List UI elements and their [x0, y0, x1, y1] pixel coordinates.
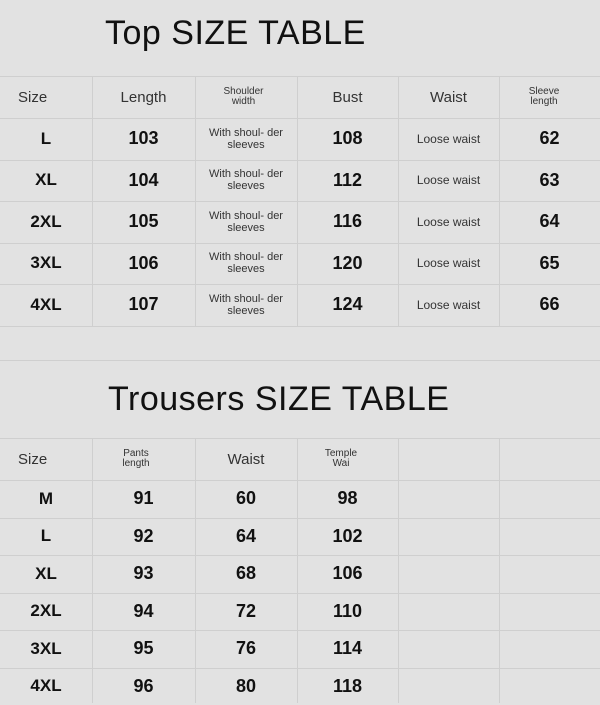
trousers-row-length: 91	[92, 480, 195, 518]
table-column-divider	[195, 76, 196, 326]
table-column-divider	[499, 438, 500, 703]
top-row-shoulder: With shoul- der sleeves	[195, 201, 297, 243]
top-row-length: 105	[92, 201, 195, 243]
top-row-length: 103	[92, 118, 195, 160]
trousers-header-0: Size	[0, 438, 92, 480]
trousers-header-1: Pants length	[92, 438, 152, 480]
top-row-sleeve: 63	[499, 160, 600, 202]
top-row-size: 4XL	[0, 284, 92, 326]
trousers-row-size: M	[0, 480, 92, 518]
table-column-divider	[398, 438, 399, 703]
top-row-shoulder: With shoul- der sleeves	[195, 243, 297, 285]
top-row-length: 107	[92, 284, 195, 326]
trousers-row-size: 2XL	[0, 593, 92, 631]
top-row-length: 106	[92, 243, 195, 285]
trousers-row-temple: 114	[297, 630, 398, 668]
top-header-5: Sleeve length	[499, 76, 559, 118]
top-row-bust: 108	[297, 118, 398, 160]
top-row-waist: Loose waist	[398, 160, 499, 202]
trousers-row-waist: 72	[195, 593, 297, 631]
table-column-divider	[499, 76, 500, 326]
top-row-waist: Loose waist	[398, 118, 499, 160]
top-row-shoulder: With shoul- der sleeves	[195, 160, 297, 202]
trousers-row-length: 96	[92, 668, 195, 705]
trousers-row-length: 93	[92, 555, 195, 593]
table-column-divider	[297, 438, 298, 703]
top-row-sleeve: 64	[499, 201, 600, 243]
trousers-row-waist: 76	[195, 630, 297, 668]
table-column-divider	[398, 76, 399, 326]
table-row-divider	[0, 438, 600, 439]
table-column-divider	[92, 438, 93, 703]
trousers-row-temple: 98	[297, 480, 398, 518]
trousers-row-temple: 118	[297, 668, 398, 705]
top-row-bust: 120	[297, 243, 398, 285]
trousers-row-length: 92	[92, 518, 195, 556]
trousers-size-table-title: Trousers SIZE TABLE	[108, 380, 449, 419]
top-header-0: Size	[0, 76, 92, 118]
trousers-header-3: Temple Wai	[297, 438, 357, 480]
top-row-waist: Loose waist	[398, 284, 499, 326]
top-row-size: 3XL	[0, 243, 92, 285]
trousers-row-temple: 106	[297, 555, 398, 593]
trousers-row-size: L	[0, 518, 92, 556]
table-column-divider	[297, 76, 298, 326]
trousers-header-2: Waist	[195, 438, 297, 480]
top-header-2: Shoulder width	[195, 76, 265, 118]
trousers-row-waist: 60	[195, 480, 297, 518]
trousers-row-temple: 110	[297, 593, 398, 631]
top-row-waist: Loose waist	[398, 201, 499, 243]
top-size-table-title: Top SIZE TABLE	[105, 14, 366, 53]
top-row-size: XL	[0, 160, 92, 202]
top-row-waist: Loose waist	[398, 243, 499, 285]
trousers-row-length: 95	[92, 630, 195, 668]
table-column-divider	[92, 76, 93, 326]
top-row-shoulder: With shoul- der sleeves	[195, 284, 297, 326]
trousers-row-waist: 64	[195, 518, 297, 556]
top-row-sleeve: 65	[499, 243, 600, 285]
table-row-divider	[0, 360, 600, 361]
top-row-sleeve: 66	[499, 284, 600, 326]
top-row-shoulder: With shoul- der sleeves	[195, 118, 297, 160]
top-row-length: 104	[92, 160, 195, 202]
trousers-row-size: XL	[0, 555, 92, 593]
trousers-row-waist: 80	[195, 668, 297, 705]
trousers-row-waist: 68	[195, 555, 297, 593]
trousers-row-size: 3XL	[0, 630, 92, 668]
trousers-row-temple: 102	[297, 518, 398, 556]
top-row-bust: 124	[297, 284, 398, 326]
top-row-bust: 112	[297, 160, 398, 202]
trousers-row-length: 94	[92, 593, 195, 631]
top-row-bust: 116	[297, 201, 398, 243]
top-row-sleeve: 62	[499, 118, 600, 160]
top-header-1: Length	[92, 76, 195, 118]
trousers-row-size: 4XL	[0, 668, 92, 705]
table-column-divider	[195, 438, 196, 703]
top-header-3: Bust	[297, 76, 398, 118]
top-header-4: Waist	[398, 76, 499, 118]
top-row-size: L	[0, 118, 92, 160]
table-row-divider	[0, 76, 600, 77]
top-row-size: 2XL	[0, 201, 92, 243]
table-row-divider	[0, 326, 600, 327]
